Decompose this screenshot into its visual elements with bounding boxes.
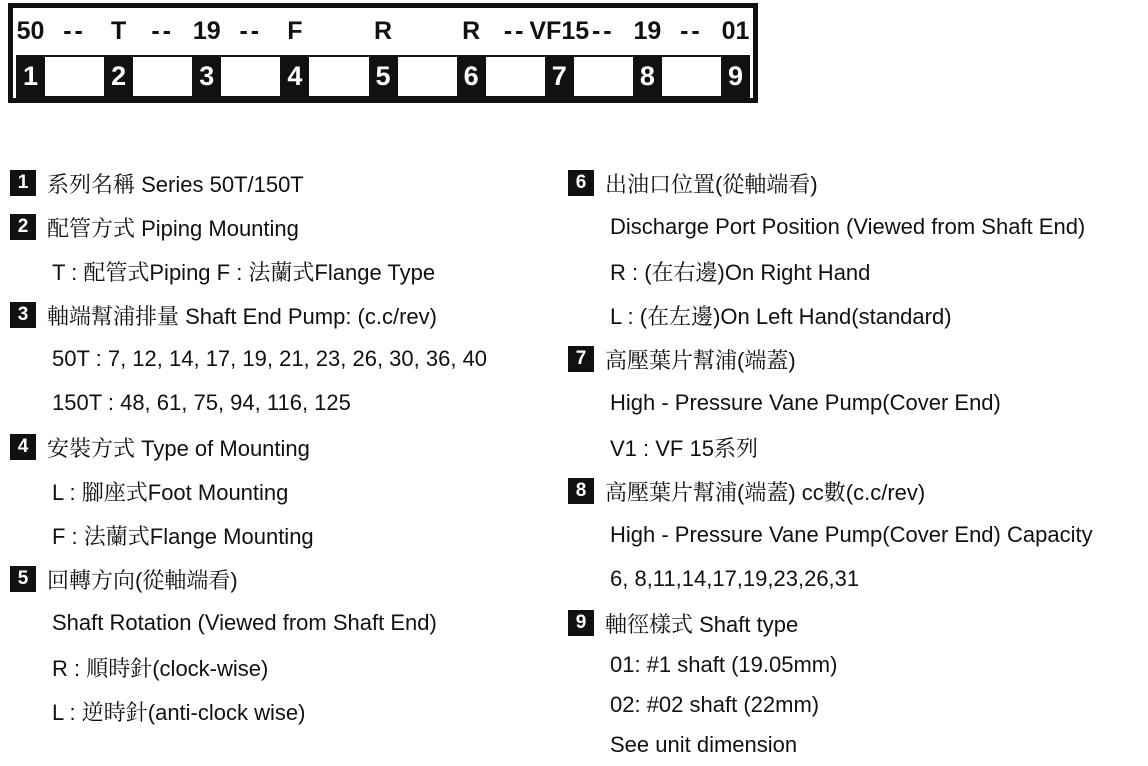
- code-value: 50: [16, 17, 45, 45]
- legend-title: 安裝方式 Type of Mounting: [47, 435, 310, 461]
- position-number-6: 6: [457, 57, 486, 96]
- legend-item-8: [568, 469, 1148, 601]
- legend-title: 高壓葉片幫浦(端蓋): [605, 347, 796, 373]
- code-separator: --: [680, 17, 703, 45]
- code-value: 19: [633, 17, 662, 45]
- legend-detail-line: 6, 8,11,14,17,19,23,26,31: [610, 566, 860, 591]
- code-segment-2: [104, 17, 133, 46]
- item-number-badge: 9: [568, 610, 594, 636]
- code-segment-9: [721, 17, 750, 46]
- position-gap: [221, 57, 280, 96]
- position-gap: [133, 57, 192, 96]
- code-segment-1: [16, 17, 45, 46]
- legend-title-line: [10, 205, 568, 249]
- position-number-row: [16, 55, 750, 98]
- legend-item-9: [568, 601, 1148, 765]
- legend-title: 出油口位置(從軸端看): [605, 171, 818, 197]
- legend-item-4: [10, 425, 568, 557]
- legend-item-5: [10, 557, 568, 733]
- legend-item-6: [568, 161, 1148, 337]
- legend-detail-line: L : 逆時針(anti-clock wise): [52, 699, 306, 725]
- legend-detail-line: Discharge Port Position (Viewed from Shaft End): [610, 214, 1086, 239]
- position-number-4: 4: [280, 57, 309, 96]
- legend-item-3: [10, 293, 568, 425]
- code-value: VF15: [529, 17, 590, 45]
- legend-title-line: [568, 161, 1148, 205]
- code-separator: --: [239, 17, 263, 45]
- code-segment-3: [192, 17, 221, 46]
- item-number-badge: 5: [10, 566, 36, 592]
- legend-left-column: [10, 161, 568, 765]
- legend-title-line: [10, 557, 568, 601]
- position-number-3: 3: [192, 57, 221, 96]
- code-segment-7: [529, 17, 590, 46]
- legend-detail-line: 150T : 48, 61, 75, 94, 116, 125: [52, 390, 351, 415]
- item-number-badge: 4: [10, 434, 36, 460]
- legend-detail-line: L : (在左邊)On Left Hand(standard): [610, 303, 952, 329]
- position-gap: [486, 57, 545, 96]
- legend-detail-line: High - Pressure Vane Pump(Cover End): [610, 390, 1001, 415]
- item-number-badge: 6: [568, 170, 594, 196]
- code-value: T: [110, 17, 127, 45]
- position-number-8: 8: [633, 57, 662, 96]
- legend-detail-line: 02: #02 shaft (22mm): [610, 692, 820, 717]
- legend-title: 回轉方向(從軸端看): [47, 567, 238, 593]
- legend-detail-line: High - Pressure Vane Pump(Cover End) Capacity: [610, 522, 1093, 547]
- legend-title-line: [10, 425, 568, 469]
- legend-detail-line: 01: #1 shaft (19.05mm): [610, 652, 838, 677]
- code-separator: --: [591, 17, 615, 45]
- position-number-9: 9: [721, 57, 750, 96]
- legend-detail-line: See unit dimension: [610, 732, 798, 757]
- legend-detail-line: F : 法蘭式Flange Mounting: [52, 523, 314, 549]
- position-number-1: 1: [16, 57, 45, 96]
- position-number-2: 2: [104, 57, 133, 96]
- code-segment-5: [369, 17, 398, 46]
- item-number-badge: 2: [10, 214, 36, 240]
- position-number-7: 7: [545, 57, 574, 96]
- code-segment-4: [280, 17, 309, 46]
- code-value: 19: [192, 17, 221, 45]
- code-separator: --: [151, 17, 175, 45]
- legend-detail-line: T : 配管式Piping F : 法蘭式Flange Type: [52, 259, 436, 285]
- code-segment-8: [633, 17, 662, 46]
- legend-title: 軸徑樣式 Shaft type: [605, 611, 799, 637]
- position-gap: [398, 57, 457, 96]
- code-value: 01: [721, 17, 750, 45]
- code-segment-6: [457, 17, 486, 46]
- legend-item-7: [568, 337, 1148, 469]
- code-separator: --: [503, 17, 527, 45]
- code-value: R: [373, 17, 393, 45]
- model-code-row: [16, 8, 750, 55]
- legend-item-1: [10, 161, 568, 205]
- legend-title-line: [568, 469, 1148, 513]
- legend-title: 軸端幫浦排量 Shaft End Pump: (c.c/rev): [47, 303, 437, 329]
- legend-detail-line: R : (在右邊)On Right Hand: [610, 259, 871, 285]
- legend-detail-line: R : 順時針(clock-wise): [52, 655, 269, 681]
- position-number-5: 5: [369, 57, 398, 96]
- code-value: F: [287, 17, 303, 45]
- position-gap: [662, 57, 721, 96]
- legend-right-column: [568, 161, 1148, 765]
- item-number-badge: 3: [10, 302, 36, 328]
- legend-title-line: [10, 161, 568, 205]
- legend-title-line: [10, 293, 568, 337]
- legend-title: 系列名稱 Series 50T/150T: [47, 171, 304, 197]
- model-code-diagram: [8, 3, 758, 103]
- item-number-badge: 1: [10, 170, 36, 196]
- legend-detail-line: 50T : 7, 12, 14, 17, 19, 21, 23, 26, 30, 36, 40: [52, 346, 488, 371]
- position-gap: [309, 57, 368, 96]
- legend-detail-line: V1 : VF 15系列: [610, 435, 758, 461]
- legend-title: 配管方式 Piping Mounting: [47, 215, 299, 241]
- legend-title: 高壓葉片幫浦(端蓋) cc數(c.c/rev): [605, 479, 926, 505]
- code-value: R: [462, 17, 481, 45]
- legend: [10, 161, 1148, 765]
- item-number-badge: 8: [568, 478, 594, 504]
- position-gap: [574, 57, 633, 96]
- position-gap: [45, 57, 104, 96]
- legend-title-line: [568, 337, 1148, 381]
- legend-detail-line: Shaft Rotation (Viewed from Shaft End): [52, 610, 437, 635]
- code-separator: --: [63, 17, 86, 45]
- item-number-badge: 7: [568, 346, 594, 372]
- legend-title-line: [568, 601, 1148, 645]
- legend-detail-line: L : 腳座式Foot Mounting: [52, 479, 289, 505]
- legend-item-2: [10, 205, 568, 293]
